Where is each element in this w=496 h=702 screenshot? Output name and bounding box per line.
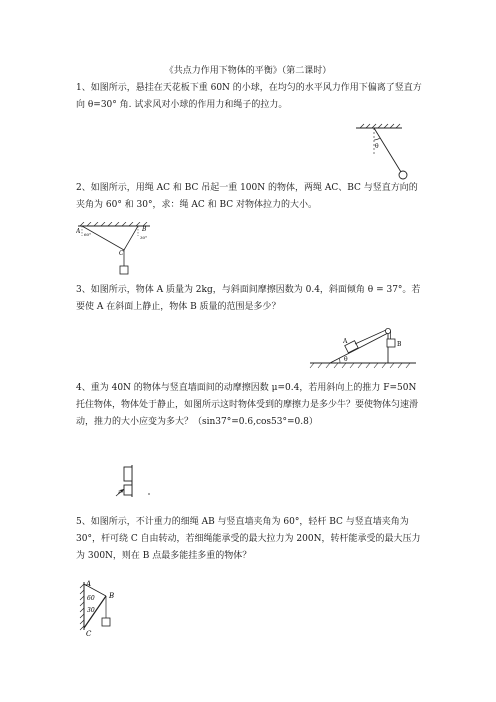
figure-3-label-b: B: [397, 341, 402, 348]
problem-5-text: 5、如图所示，不计重力的细绳 AB 与竖直墙夹角为 60°，轻杆 BC 与竖直墙夹角为 30°，杆可绕 C 自由转动，若细绳能承受的最大拉力为 200N，转杆能承受的最大压力为 300N，则在 B 点最多能挂多重的物体？: [76, 517, 421, 561]
problem-1-text: 1、如图所示，悬挂在天花板下重 60N 的小球，在均匀的水平风力作用下偏离了竖直方向 θ=30° 角. 试求风对小球的作用力和绳子的拉力。: [76, 83, 422, 110]
figure-5-angle-30: 30: [87, 607, 95, 614]
figure-1-pendulum: [352, 122, 418, 184]
figure-5-bracket: [76, 578, 122, 638]
figure-3-theta-label: θ: [344, 356, 348, 363]
page-title: 《共点力作用下物体的平衡》（第二课时）: [164, 66, 332, 76]
figure-3-label-a: A: [343, 338, 348, 345]
figure-2-angle-30: 30°: [140, 235, 148, 240]
problem-2-text: 2、如图所示，用绳 AC 和 BC 吊起一重 100N 的物体，两绳 AC、BC 与竖直方向的夹角为 60° 和 30°，求：绳 AC 和 BC 对物体拉力的大小。: [76, 183, 418, 210]
figure-2-two-ropes: [76, 222, 152, 278]
figure-4-force-label: F: [118, 490, 122, 496]
figure-2-label-c: C: [119, 250, 124, 257]
figure-1-theta-label: θ: [375, 143, 379, 150]
figure-4-wall-block: [112, 463, 162, 503]
figure-5-label-a: A: [86, 580, 92, 588]
figure-2-label-b: B: [142, 226, 147, 233]
figure-2-label-a: A: [76, 228, 81, 235]
problem-4-text: 4、重为 40N 的物体与竖直墙面间的动摩擦因数 μ=0.4，若用斜向上的推力 F=50N 托住物体，物体处于静止，如图所示这时物体受到的摩擦力是多少牛？要使物体匀速滑动，推力的大小应变为多大？（sin37°=0.6,cos53°=0.8）: [76, 383, 419, 427]
problem-3-text: 3、如图所示，物体 A 质量为 2kg，与斜面间摩擦因数为 0.4，斜面倾角 θ = 37°。若要使 A 在斜面上静止，物体 B 质量的范围是多少？: [76, 285, 421, 312]
figure-5-label-c: C: [86, 630, 92, 638]
figure-3-incline: [308, 325, 418, 371]
figure-5-label-b: B: [109, 592, 115, 600]
figure-5-angle-60: 60: [87, 595, 95, 602]
figure-2-angle-60: 60°: [84, 232, 92, 237]
